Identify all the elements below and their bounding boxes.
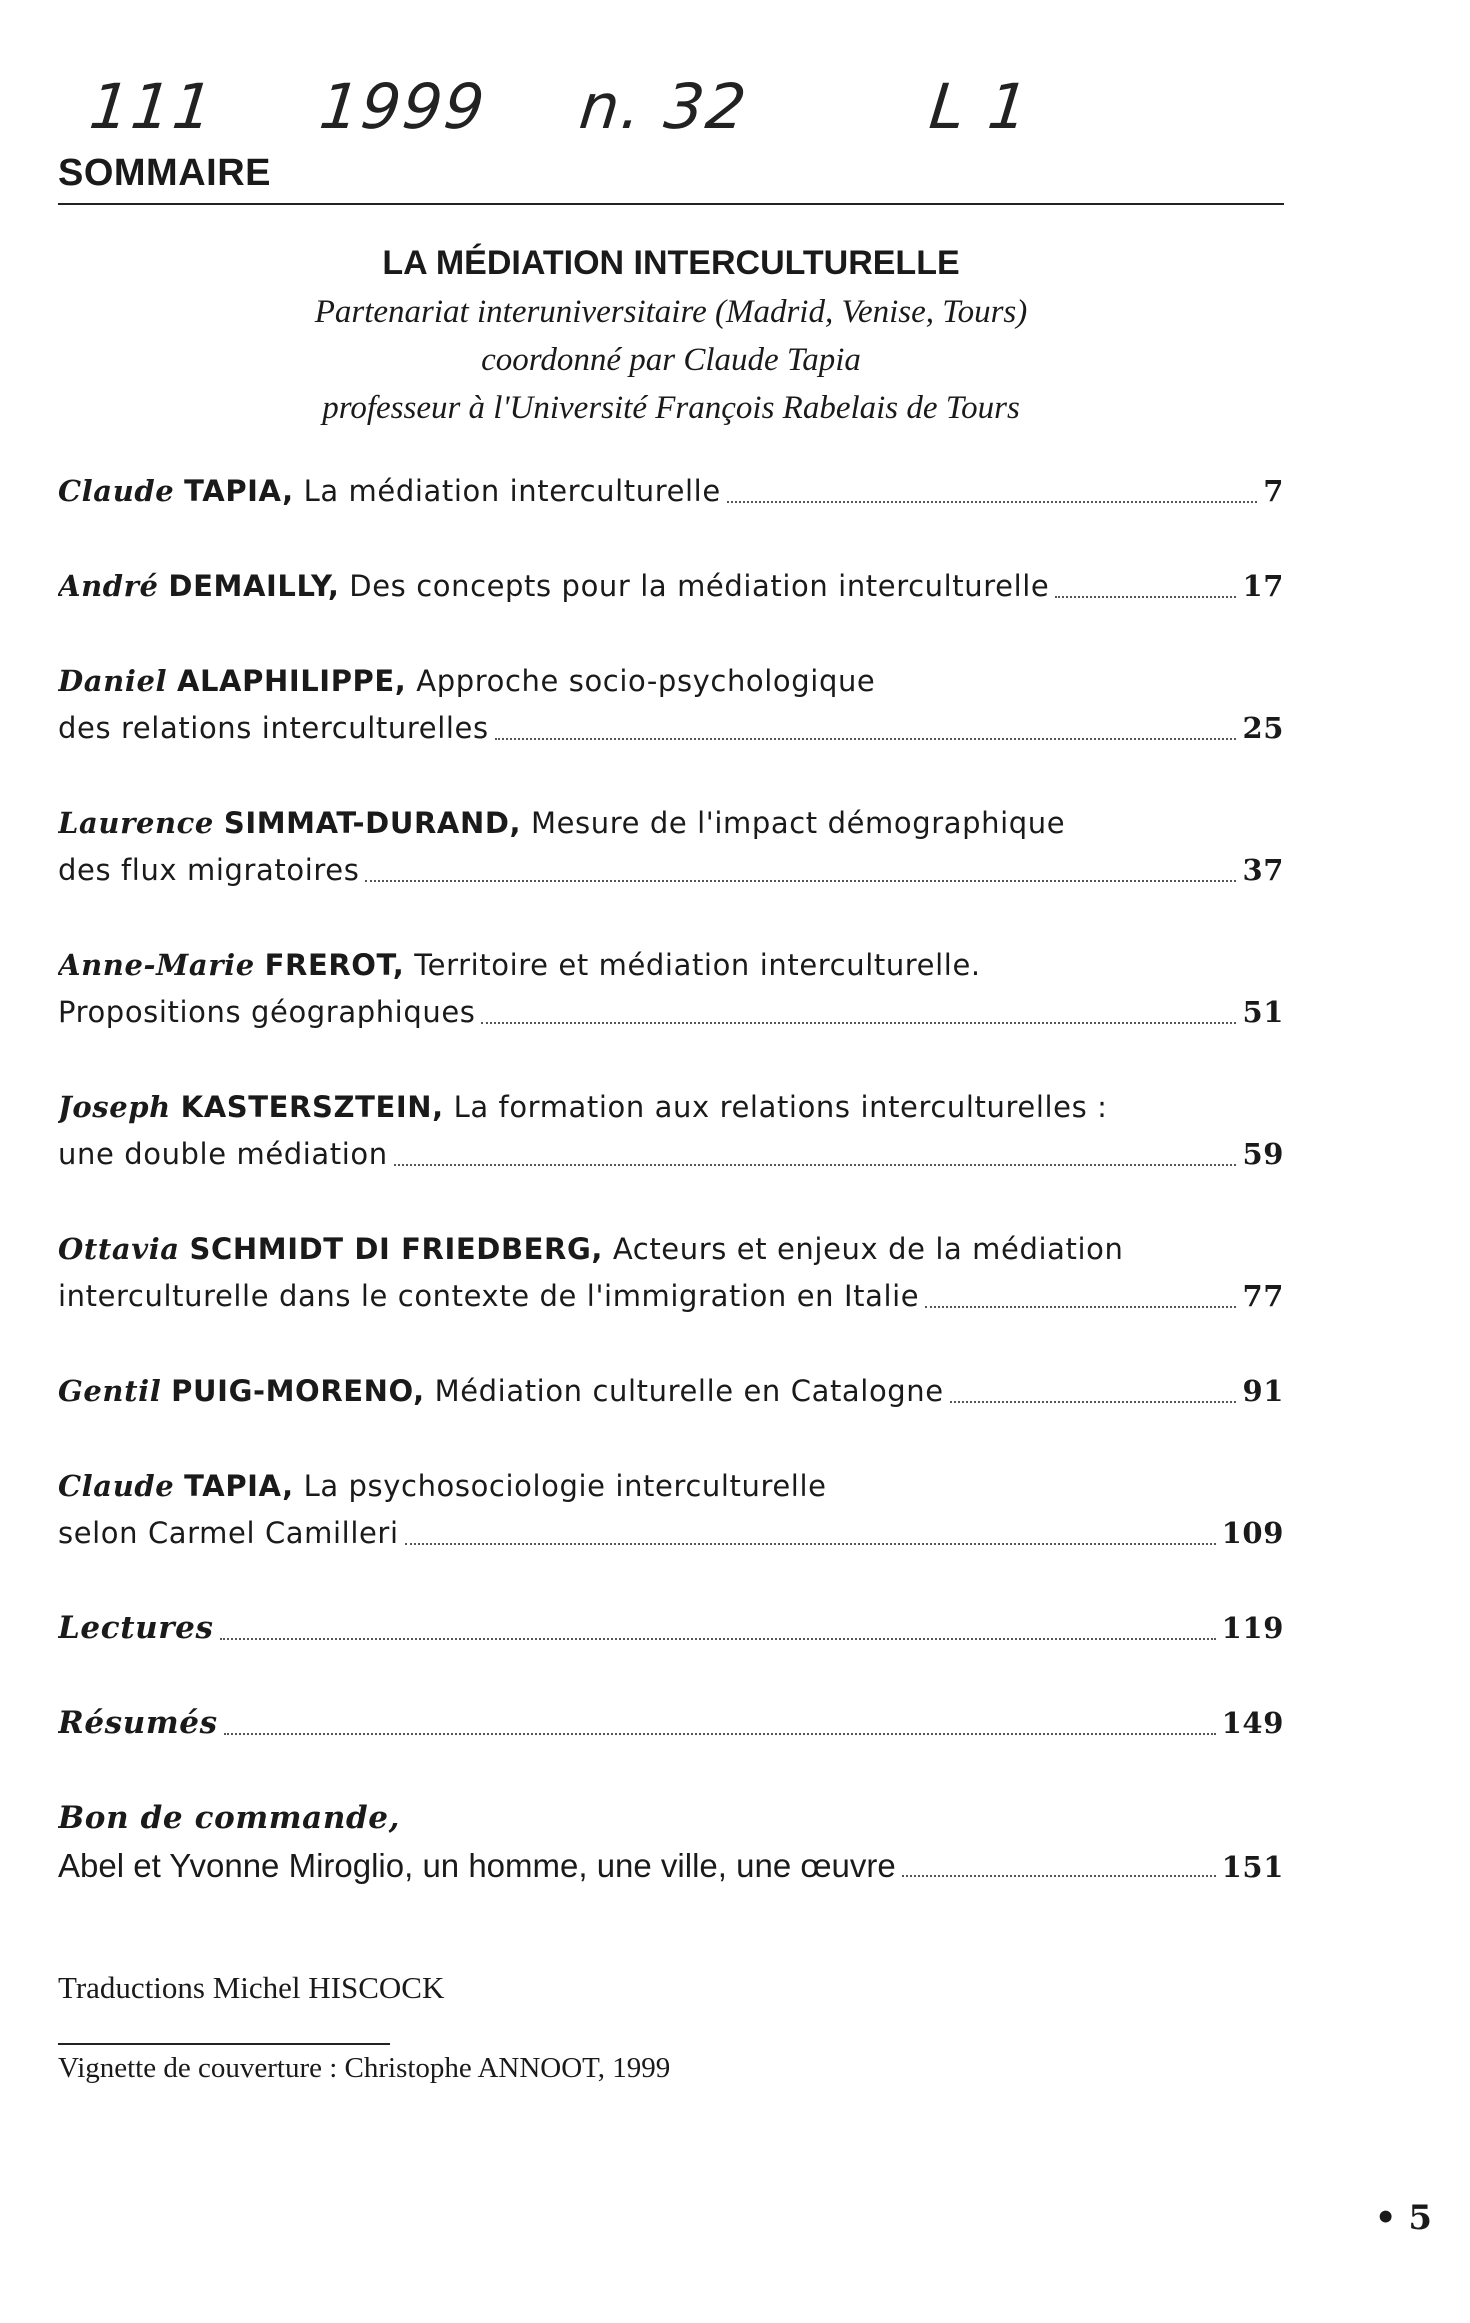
article-title-cont: Propositions géographiques [58,995,476,1029]
leader-dots [481,1021,1236,1024]
author-first-name: Laurence [58,806,214,840]
article-title: La médiation interculturelle [303,474,721,508]
leader-dots [224,1732,1216,1735]
author-first-name: Claude [58,474,175,508]
author-first-name: Ottavia [58,1232,180,1266]
author-first-name: Joseph [58,1090,171,1124]
page-ref: 91 [1242,1374,1284,1408]
page-ref: 37 [1242,853,1284,887]
toc-entry[interactable] [58,658,1284,752]
page-ref: 149 [1221,1706,1284,1740]
page-number: • 5 [1374,2198,1432,2238]
leader-dots [1055,595,1236,598]
article-title: Territoire et médiation interculturelle. [414,948,981,982]
article-title: La psychosociologie interculturelle [303,1469,827,1503]
toc-entry[interactable] [58,800,1284,894]
author-last-name: FREROT, [264,948,405,982]
toc-entry-lectures[interactable] [58,1605,1284,1652]
leader-dots [925,1305,1236,1308]
page-ref: 151 [1221,1850,1284,1884]
article-title: Médiation culturelle en Catalogne [434,1374,944,1408]
leader-dots [220,1637,1216,1640]
article-title-cont: des flux migratoires [58,853,360,887]
author-first-name: Anne-Marie [58,948,255,982]
author-last-name: KASTERSZTEIN, [180,1090,444,1124]
article-title-cont: des relations interculturelles [58,711,489,745]
issue-header [58,238,1284,432]
handwritten-code: L 1 [926,70,1034,143]
article-title: La formation aux relations interculturelles : [453,1090,1108,1124]
footer-rule [58,2043,390,2045]
section-label: Résumés [58,1705,218,1741]
leader-dots [365,879,1236,882]
page-ref: 59 [1242,1137,1284,1171]
author-last-name: PUIG-MORENO, [171,1374,425,1408]
toc-entry[interactable] [58,1084,1284,1178]
toc-entry[interactable] [58,942,1284,1036]
author-last-name: SIMMAT-DURAND, [223,806,522,840]
toc-entry-resumes[interactable] [58,1700,1284,1747]
toc-entry[interactable] [58,563,1284,610]
article-title: Des concepts pour la médiation interculturelle [349,569,1050,603]
handwritten-issue: n. 32 [576,70,752,143]
page-heading: SOMMAIRE [58,152,271,194]
article-title-cont: selon Carmel Camilleri [58,1516,399,1550]
article-title: Approche socio-psychologique [416,664,876,698]
author-last-name: SCHMIDT DI FRIEDBERG, [189,1232,604,1266]
toc-entry[interactable] [58,1463,1284,1557]
author-first-name: Claude [58,1469,175,1503]
page-ref: 7 [1263,474,1284,508]
handwritten-number: 111 [86,70,219,143]
article-title: Mesure de l'impact démographique [530,806,1066,840]
page-ref: 25 [1242,711,1284,745]
issue-subtitle-3: professeur à l'Université François Rabelais de Tours [322,390,1020,426]
author-last-name: TAPIA, [184,474,294,508]
section-label: Lectures [58,1610,214,1646]
toc-entry-bon-de-commande[interactable] [58,1795,1284,1889]
heading-rule [58,203,1284,205]
leader-dots [394,1163,1237,1166]
leader-dots [902,1874,1216,1877]
leader-dots [950,1400,1237,1403]
author-last-name: ALAPHILIPPE, [176,664,407,698]
article-title: Acteurs et enjeux de la médiation [612,1232,1124,1266]
page-ref: 109 [1221,1516,1284,1550]
cover-credit: Vignette de couverture : Christophe ANNOOT, 1999 [58,2052,671,2084]
section-label: Bon de commande, [58,1800,400,1836]
issue-subtitle-2: coordonné par Claude Tapia [481,342,861,378]
translations-credit: Traductions Michel HISCOCK [58,1970,445,2005]
toc-entry[interactable] [58,468,1284,515]
author-last-name: TAPIA, [184,1469,294,1503]
author-last-name: DEMAILLY, [168,569,340,603]
article-title-cont: interculturelle dans le contexte de l'immigration en Italie [58,1279,920,1313]
author-first-name: André [58,569,159,603]
bon-description: Abel et Yvonne Miroglio, un homme, une ville, une œuvre [58,1847,896,1884]
leader-dots [405,1542,1216,1545]
toc-entry[interactable] [58,1368,1284,1415]
page-ref: 77 [1242,1279,1284,1313]
issue-title: LA MÉDIATION INTERCULTURELLE [382,244,960,282]
table-of-contents [58,468,1284,1889]
page-ref: 51 [1242,995,1284,1029]
leader-dots [495,737,1237,740]
handwritten-year: 1999 [316,70,490,143]
issue-subtitle-1: Partenariat interuniversitaire (Madrid, Venise, Tours) [314,294,1028,330]
author-first-name: Gentil [58,1374,162,1408]
page-ref: 119 [1221,1611,1284,1645]
page-ref: 17 [1242,569,1284,603]
article-title-cont: une double médiation [58,1137,388,1171]
toc-entry[interactable] [58,1226,1284,1320]
leader-dots [727,500,1257,503]
author-first-name: Daniel [58,664,168,698]
